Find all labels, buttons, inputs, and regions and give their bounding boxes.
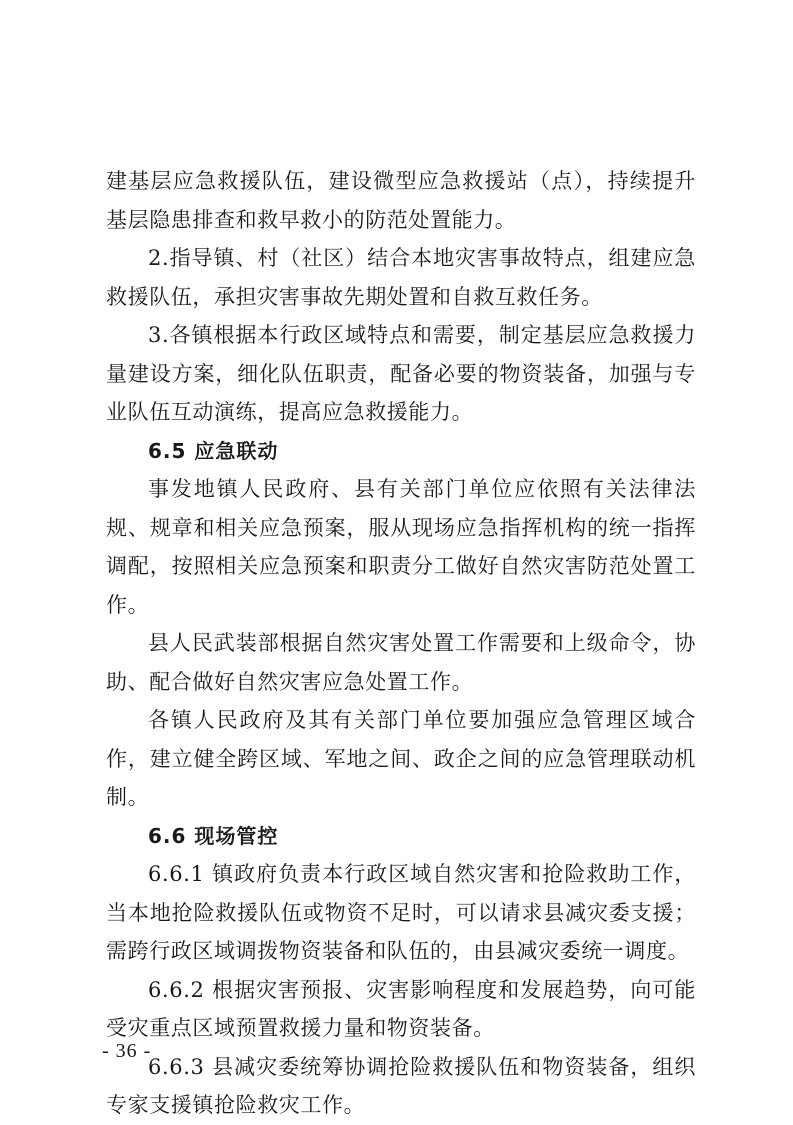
paragraph-linkage-2: 县人民武装部根据自然灾害处置工作需要和上级命令，协助、配合做好自然灾害应急处置工作。	[106, 631, 696, 694]
paragraph-linkage-1: 事发地镇人民政府、县有关部门单位应依照有关法律法规、规章和相关应急预案，服从现场应急指挥机构的统一指挥调配，按照相关应急预案和职责分工做好自然灾害防范处置工作。	[106, 477, 696, 617]
paragraph-continuation: 建基层应急救援队伍，建设微型应急救援站（点），持续提升基层隐患排查和救早救小的防范处置能力。	[106, 169, 696, 232]
paragraph-6-6-1: 6.6.1 镇政府负责本行政区域自然灾害和抢险救助工作，当本地抢险救援队伍或物资不足时，可以请求县减灾委支援；需跨行政区域调拨物资装备和队伍的，由县减灾委统一调度。	[106, 862, 696, 963]
paragraph-item-3: 3.各镇根据本行政区域特点和需要，制定基层应急救援力量建设方案，细化队伍职责，配备必要的物资装备，加强与专业队伍互动演练，提高应急救援能力。	[106, 323, 696, 424]
paragraph-6-6-3: 6.6.3 县减灾委统筹协调抢险救援队伍和物资装备，组织专家支援镇抢险救灾工作。	[106, 1054, 696, 1117]
paragraph-linkage-3: 各镇人民政府及其有关部门单位要加强应急管理区域合作，建立健全跨区域、军地之间、政企之间的应急管理联动机制。	[106, 708, 696, 809]
section-heading-6-5: 6.5 应急联动	[148, 438, 279, 463]
page-number: - 36 -	[102, 1040, 152, 1062]
document-body	[106, 162, 696, 1125]
section-heading-6-6: 6.6 现场管控	[148, 823, 279, 848]
paragraph-6-6-2: 6.6.2 根据灾害预报、灾害影响程度和发展趋势，向可能受灾重点区域预置救援力量和物资装备。	[106, 977, 696, 1040]
paragraph-item-2: 2.指导镇、村（社区）结合本地灾害事故特点，组建应急救援队伍，承担灾害事故先期处置和自救互救任务。	[106, 246, 696, 309]
